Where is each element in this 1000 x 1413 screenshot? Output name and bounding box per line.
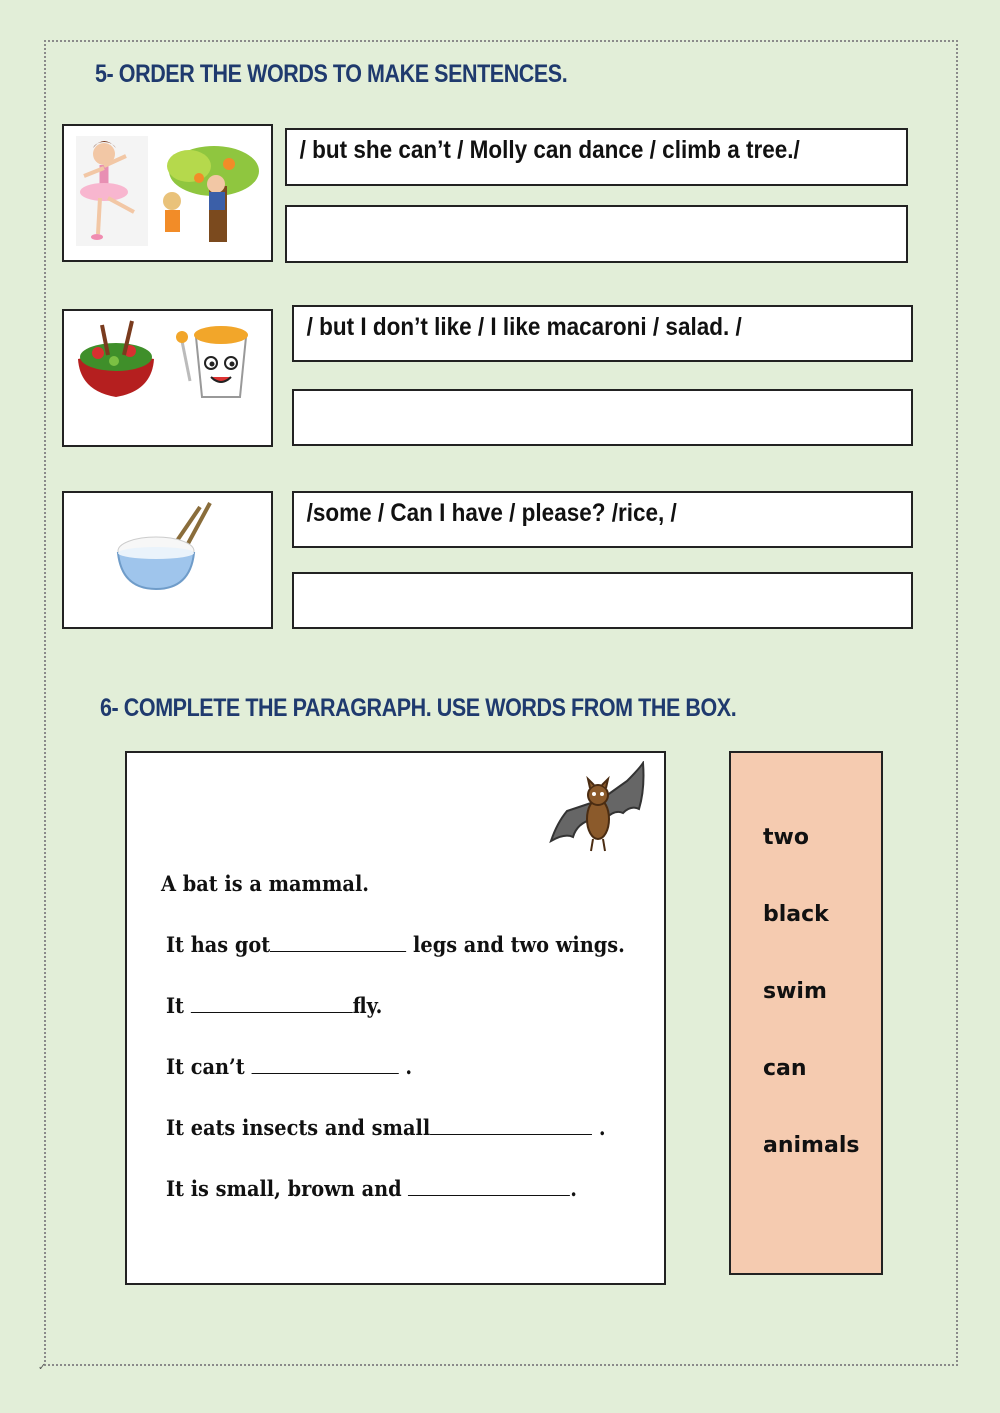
salad-bowl-icon bbox=[78, 321, 154, 397]
paragraph-line-4-start: It can’t bbox=[166, 1054, 252, 1079]
bat-icon bbox=[547, 761, 647, 856]
scrambled-text-2: / but I don’t like / I like macaroni / salad. / bbox=[306, 313, 742, 341]
blank-4[interactable] bbox=[430, 1116, 592, 1135]
paragraph-line-6-end: . bbox=[570, 1176, 578, 1201]
blank-3[interactable] bbox=[251, 1055, 398, 1074]
paragraph-line-5-start: It eats insects and small bbox=[166, 1115, 431, 1140]
blank-5[interactable] bbox=[408, 1177, 570, 1196]
paragraph-line-1 bbox=[161, 871, 369, 896]
paragraph-line-2 bbox=[166, 932, 625, 957]
answer-text-2[interactable] bbox=[294, 391, 849, 403]
corner-mark: ✓ bbox=[38, 1362, 47, 1373]
paragraph-line-3-end: fly. bbox=[352, 993, 383, 1018]
word-box-item[interactable]: black bbox=[763, 902, 829, 927]
answer-text-3[interactable] bbox=[294, 574, 849, 586]
section5-title: 5- ORDER THE WORDS TO MAKE SENTENCES. bbox=[95, 60, 568, 88]
picture-ballerina-tree bbox=[62, 124, 273, 262]
paragraph-line-6-start: It is small, brown and bbox=[166, 1176, 409, 1201]
word-box-item[interactable]: two bbox=[763, 825, 809, 850]
word-box-item[interactable]: swim bbox=[763, 979, 827, 1004]
blank-1[interactable] bbox=[270, 933, 406, 952]
word-box bbox=[729, 751, 883, 1275]
scrambled-sentence-2 bbox=[292, 305, 913, 362]
paragraph-line-5-end: . bbox=[592, 1115, 606, 1140]
paragraph-line-3-start: It bbox=[166, 993, 191, 1018]
word-box-item[interactable]: can bbox=[763, 1056, 807, 1081]
scrambled-sentence-3 bbox=[292, 491, 913, 548]
paragraph-line-2-end: legs and two wings. bbox=[406, 932, 625, 957]
ballerina-icon bbox=[76, 136, 148, 246]
scrambled-text-1: / but she can’t / Molly can dance / climb a tree./ bbox=[299, 136, 800, 164]
word-box-item[interactable]: animals bbox=[763, 1133, 860, 1158]
paragraph-line-5 bbox=[166, 1115, 606, 1140]
blank-2[interactable] bbox=[191, 994, 353, 1013]
answer-box-1[interactable] bbox=[285, 205, 908, 263]
picture-rice bbox=[62, 491, 273, 629]
paragraph-line-6 bbox=[166, 1176, 577, 1201]
macaroni-cup-icon bbox=[176, 326, 248, 397]
picture-salad-macaroni bbox=[62, 309, 273, 447]
paragraph-line-4-end: . bbox=[398, 1054, 413, 1079]
girl-climbing-tree-icon bbox=[159, 146, 259, 242]
paragraph-line-4 bbox=[166, 1054, 412, 1079]
paragraph-line-3 bbox=[166, 993, 382, 1018]
scrambled-text-3: /some / Can I have / please? /rice, / bbox=[306, 499, 677, 527]
paragraph-line-2-start: It has got bbox=[166, 932, 271, 957]
section6-title: 6- COMPLETE THE PARAGRAPH. USE WORDS FROM THE BOX. bbox=[100, 694, 737, 722]
answer-text-1[interactable] bbox=[287, 207, 844, 219]
paragraph-box bbox=[125, 751, 666, 1285]
paragraph-line-1-text: A bat is a mammal. bbox=[161, 871, 370, 896]
answer-box-2[interactable] bbox=[292, 389, 913, 446]
scrambled-sentence-1 bbox=[285, 128, 908, 186]
rice-bowl-icon bbox=[118, 503, 210, 589]
answer-box-3[interactable] bbox=[292, 572, 913, 629]
